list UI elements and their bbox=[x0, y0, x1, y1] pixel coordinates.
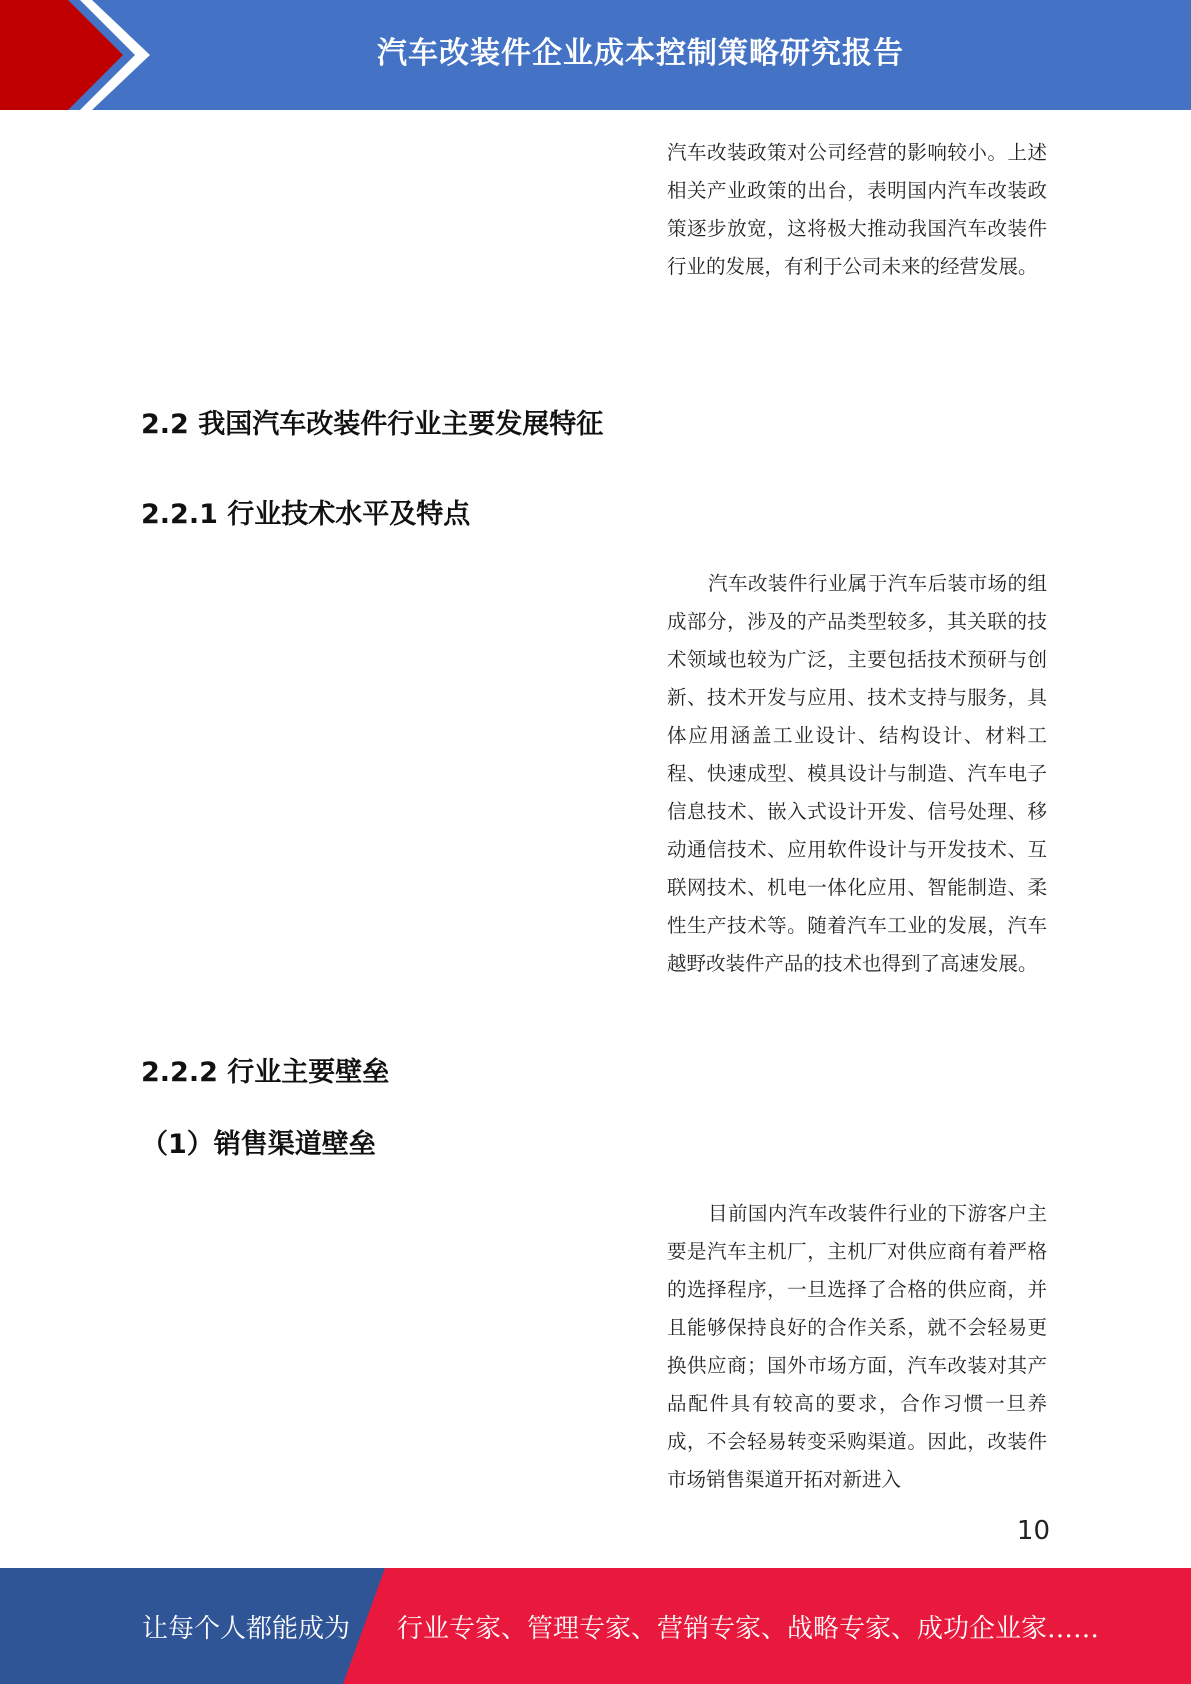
paragraph-policy-impact: 汽车改装政策对公司经营的影响较小。上述相关产业政策的出台，表明国内汽车改装政策逐步放宽，这将极大推动我国汽车改装件行业的发展，有利于公司未来的经营发展。 bbox=[667, 141, 1047, 278]
section-heading-2-2-1: 2.2.1 行业技术水平及特点 bbox=[141, 499, 471, 530]
page-number: 10 bbox=[1016, 1516, 1050, 1546]
page-header bbox=[0, 0, 1191, 110]
subsection-heading-sales-channel: （1）销售渠道壁垒 bbox=[141, 1129, 376, 1160]
footer-slogan-left: 让每个人都能成为 bbox=[142, 1613, 351, 1644]
section-heading-2-2: 2.2 我国汽车改装件行业主要发展特征 bbox=[141, 409, 604, 440]
header-arrow-graphic bbox=[0, 0, 160, 110]
paragraph-tech-level: 汽车改装件行业属于汽车后装市场的组成部分，涉及的产品类型较多，其关联的技术领域也较为广泛，主要包括技术预研与创新、技术开发与应用、技术支持与服务，具体应用涵盖工业设计、结构设计、材料工程、快速成型、模具设计与制造、汽车电子信息技术、嵌入式设计开发、信号处理、移动通信技术、应用软件设计与开发技术、互联网技术、机电一体化应用、智能制造、柔性生产技术等。随着汽车工业的发展，汽车越野改装件产品的技术也得到了高速发展。 bbox=[667, 572, 1047, 975]
section-heading-2-2-2: 2.2.2 行业主要壁垒 bbox=[141, 1057, 390, 1088]
footer-slogan-right: 行业专家、管理专家、营销专家、战略专家、成功企业家…… bbox=[397, 1613, 1100, 1644]
header-title: 汽车改装件企业成本控制策略研究报告 bbox=[377, 36, 904, 71]
paragraph-sales-channel-barrier: 目前国内汽车改装件行业的下游客户主要是汽车主机厂，主机厂对供应商有着严格的选择程序，一旦选择了合格的供应商，并且能够保持良好的合作关系，就不会轻易更换供应商；国外市场方面，汽车改装对其产品配件具有较高的要求，合作习惯一旦养成，不会轻易转变采购渠道。因此，改装件市场销售渠道开拓对新进入 bbox=[667, 1202, 1047, 1491]
page-footer bbox=[0, 1568, 1191, 1684]
